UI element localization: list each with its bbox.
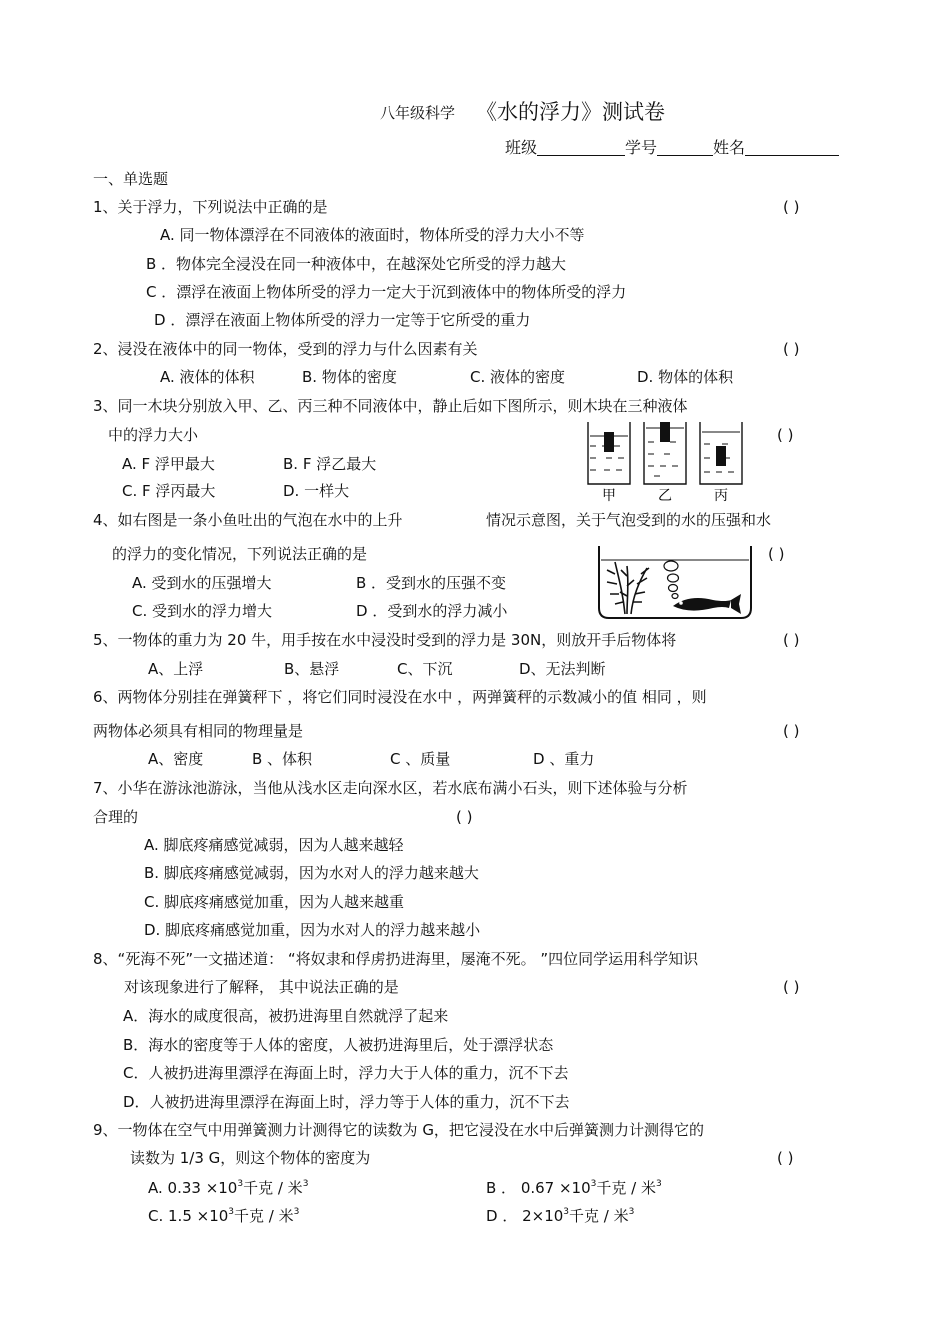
q8-stem-line1: 8、“死海不死”一文描述道： “将奴隶和俘虏扔进海里，屡淹不死。 ”四位同学运用科学知识 [93, 950, 699, 968]
q7-option-a: A. 脚底疼痛感觉减弱，因为人越来越轻 [144, 836, 404, 854]
q1-option-d: D ．漂浮在液面上物体所受的浮力一定等于它所受的重力 [154, 311, 531, 329]
q9-option-a: A. $0.33 \times 10^3$千克 / 米$^3$ [148, 1179, 309, 1197]
q4-stem-line1b: 情况示意图，关于气泡受到的水的压强和水 [486, 511, 772, 529]
class-field[interactable] [537, 139, 625, 156]
q7-option-d: D. 脚底疼痛感觉加重，因为水对人的浮力越来越小 [144, 921, 481, 939]
q8-option-d: D．人被扔进海里漂浮在海面上时，浮力等于人体的重力，沉不下去 [123, 1093, 570, 1111]
q7-option-c: C. 脚底疼痛感觉加重，因为人越来越重 [144, 893, 405, 911]
beaker-label-bing: 丙 [714, 488, 728, 504]
q6-option-b: B 、体积 [252, 750, 313, 768]
q4-option-c: C. 受到水的浮力增大 [132, 602, 273, 620]
q4-option-b: B ．受到水的压强不变 [356, 574, 507, 592]
page-title: 《水的浮力》测试卷 [476, 100, 665, 124]
q6-stem-line1: 6、两物体分别挂在弹簧秤下 ，将它们同时浸没在水中 ，两弹簧秤的示数减小的值 相同 ，则 [93, 688, 707, 706]
q5-option-a: A、上浮 [148, 660, 204, 678]
q9-stem-line1: 9、一物体在空气中用弹簧测力计测得它的读数为 G，把它浸没在水中后弹簧测力计测得它的 [93, 1121, 704, 1139]
q4-fish-bubble-figure [597, 544, 753, 620]
q4-option-a: A. 受到水的压强增大 [132, 574, 272, 592]
q2-option-d: D. 物体的体积 [637, 368, 734, 386]
q6-stem-line2: 两物体必须具有相同的物理量是 [93, 722, 304, 740]
q8-answer-paren: ( ) [783, 978, 800, 996]
student-info-line [505, 139, 839, 156]
q2-option-a: A. 液体的体积 [160, 368, 255, 386]
name-label: 姓名 [713, 138, 746, 157]
q6-option-a: A、密度 [148, 750, 204, 768]
q5-stem: 5、一物体的重力为 20 牛，用手按在水中浸没时受到的浮力是 30N，则放开手后物体将 [93, 631, 677, 649]
q1-option-c: C ．漂浮在液面上物体所受的浮力一定大于沉到液体中的物体所受的浮力 [146, 283, 627, 301]
q4-stem-line1a: 4、如右图是一条小鱼吐出的气泡在水中的上升 [93, 511, 403, 529]
q1-option-a: A. 同一物体漂浮在不同液体的液面时，物体所受的浮力大小不等 [160, 226, 585, 244]
q3-option-d: D. 一样大 [283, 482, 350, 500]
q9-option-b: B ． $0.67 \times 10^3$千克 / 米$^3$ [486, 1179, 662, 1197]
q6-option-d: D 、重力 [533, 750, 595, 768]
q1-stem: 1、关于浮力，下列说法中正确的是 [93, 198, 328, 216]
beaker-label-yi: 乙 [658, 488, 672, 504]
q6-answer-paren: ( ) [783, 722, 800, 740]
q1-answer-paren: ( ) [783, 198, 800, 216]
q4-answer-paren: ( ) [768, 545, 785, 563]
beaker-label-jia: 甲 [602, 488, 616, 504]
q2-option-b: B. 物体的密度 [302, 368, 397, 386]
id-label: 学号 [625, 138, 658, 157]
q5-option-d: D、无法判断 [519, 660, 606, 678]
q9-option-c: C. $1.5 \times 10^3$千克 / 米$^3$ [148, 1207, 300, 1225]
q5-option-c: C、下沉 [397, 660, 453, 678]
q3-beakers-figure [584, 420, 754, 504]
q8-stem-line2: 对该现象进行了解释， 其中说法正确的是 [124, 978, 399, 996]
q2-answer-paren: ( ) [783, 340, 800, 358]
name-field[interactable] [745, 139, 839, 156]
class-label: 班级 [505, 138, 538, 157]
grade-subject: 八年级科学 [380, 104, 456, 122]
q2-stem: 2、浸没在液体中的同一物体，受到的浮力与什么因素有关 [93, 340, 478, 358]
q7-stem-line2: 合理的 [93, 808, 139, 826]
q9-option-d: D ． $2\times 10^3$千克 / 米$^3$ [486, 1207, 635, 1225]
q3-answer-paren: ( ) [777, 426, 794, 444]
q8-option-a: A．海水的咸度很高，被扔进海里自然就浮了起来 [123, 1007, 449, 1025]
q8-option-c: C．人被扔进海里漂浮在海面上时，浮力大于人体的重力，沉不下去 [123, 1064, 569, 1082]
q1-option-b: B ．物体完全浸没在同一种液体中，在越深处它所受的浮力越大 [146, 255, 567, 273]
q3-option-b: B. F 浮乙最大 [283, 455, 377, 473]
q9-stem-line2: 读数为 1/3 G，则这个物体的密度为 [130, 1149, 371, 1167]
q7-stem-line1: 7、小华在游泳池游泳，当他从浅水区走向深水区，若水底布满小石头，则下述体验与分析 [93, 779, 688, 797]
q3-option-c: C. F 浮丙最大 [122, 482, 216, 500]
section-heading: 一、单选题 [93, 170, 169, 188]
q6-option-c: C 、质量 [390, 750, 451, 768]
q8-option-b: B．海水的密度等于人体的密度，人被扔进海里后，处于漂浮状态 [123, 1036, 554, 1054]
q5-answer-paren: ( ) [783, 631, 800, 649]
q3-stem-line1: 3、同一木块分别放入甲、乙、丙三种不同液体中，静止后如下图所示，则木块在三种液体 [93, 397, 688, 415]
q7-answer-paren: ( ) [456, 808, 473, 826]
q4-option-d: D ．受到水的浮力减小 [356, 602, 508, 620]
q4-stem-line2: 的浮力的变化情况，下列说法正确的是 [112, 545, 368, 563]
q3-option-a: A. F 浮甲最大 [122, 455, 215, 473]
q5-option-b: B、悬浮 [284, 660, 340, 678]
q9-answer-paren: ( ) [777, 1149, 794, 1167]
q3-stem-line2: 中的浮力大小 [108, 426, 199, 444]
q7-option-b: B. 脚底疼痛感觉减弱，因为水对人的浮力越来越大 [144, 864, 479, 882]
id-field[interactable] [657, 139, 713, 156]
q2-option-c: C. 液体的密度 [470, 368, 566, 386]
